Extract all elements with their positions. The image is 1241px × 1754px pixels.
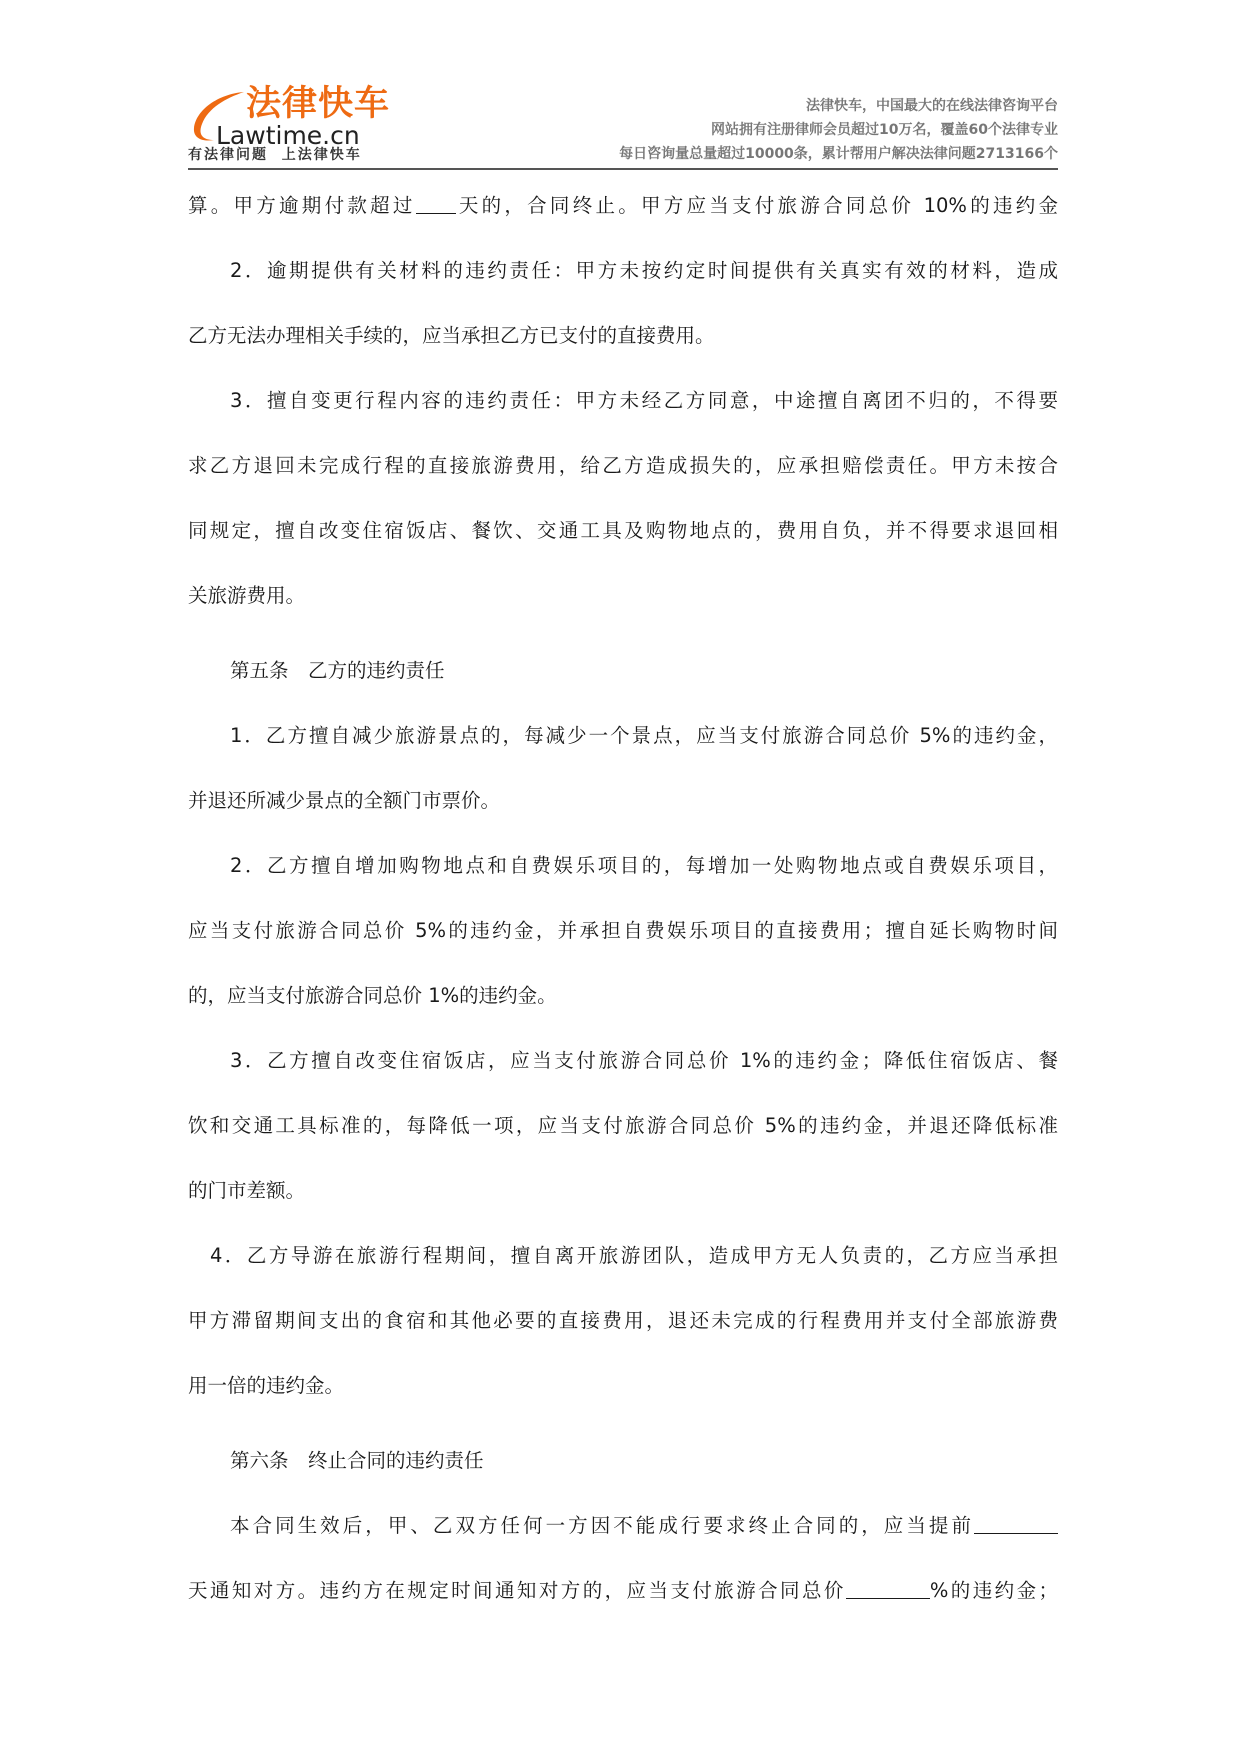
section-heading-article-5: 第五条 乙方的违约责任 [230,659,445,682]
header-taglines [619,94,1058,166]
paragraph-line: 的门市差额。 [188,1179,306,1202]
paragraph-line: 1．乙方擅自减少旅游景点的，每减少一个景点，应当支付旅游合同总价 5%的违约金， [230,724,1058,747]
text-segment: 天的，合同终止。甲方应当支付旅游合同总价 10%的违约金 [455,194,1058,217]
text-segment: %的违约金； [929,1579,1058,1602]
tagline-2: 网站拥有注册律师会员超过10万名，覆盖60个法律专业 [711,122,1058,138]
logo-slogan: 有法律问题 上法律快车 [188,147,362,163]
logo-chinese-name: 法律快车 [246,84,391,124]
paragraph-line: 3．乙方擅自改变住宿饭店，应当支付旅游合同总价 1%的违约金；降低住宿饭店、餐 [230,1049,1058,1072]
tagline-1: 法律快车，中国最大的在线法律咨询平台 [806,98,1058,114]
paragraph-line: 4．乙方导游在旅游行程期间，擅自离开旅游团队，造成甲方无人负责的，乙方应当承担 [210,1244,1058,1267]
paragraph-line: 的，应当支付旅游合同总价 1%的违约金。 [188,984,557,1007]
fill-in-blank [974,1515,1058,1534]
paragraph-line: 2．乙方擅自增加购物地点和自费娱乐项目的，每增加一处购物地点或自费娱乐项目， [230,854,1058,877]
paragraph-line: 应当支付旅游合同总价 5%的违约金，并承担自费娱乐项目的直接费用；擅自延长购物时间 [188,919,1058,942]
paragraph-line: 并退还所减少景点的全额门市票价。 [188,789,501,812]
paragraph-line: 关旅游费用。 [188,584,306,607]
paragraph-line: 饮和交通工具标准的，每降低一项，应当支付旅游合同总价 5%的违约金，并退还降低标准 [188,1114,1058,1137]
paragraph-line [188,180,1058,245]
tagline-3: 每日咨询量总量超过10000条，累计帮用户解决法律问题2713166个 [619,146,1058,162]
document-body [188,180,1058,1630]
section-heading-article-6: 第六条 终止合同的违约责任 [230,1449,484,1472]
page-header [188,84,1058,168]
paragraph-line: 求乙方退回未完成行程的直接旅游费用，给乙方造成损失的，应承担赔偿责任。甲方未按合 [188,454,1058,477]
paragraph-line: 甲方滞留期间支出的食宿和其他必要的直接费用，退还未完成的行程费用并支付全部旅游费 [188,1309,1058,1332]
paragraph-line: 用一倍的违约金。 [188,1374,345,1397]
fill-in-blank [416,195,456,214]
logo-english-name: Lawtime.cn [216,121,360,150]
paragraph-line: 3．擅自变更行程内容的违约责任：甲方未经乙方同意，中途擅自离团不归的，不得要 [230,389,1058,412]
paragraph-line: 同规定，擅自改变住宿饭店、餐饮、交通工具及购物地点的，费用自负，并不得要求退回相 [188,519,1058,542]
lawtime-logo[interactable] [188,84,418,168]
text-segment: 天通知对方。违约方在规定时间通知对方的，应当支付旅游合同总价 [188,1579,846,1602]
paragraph-line: 2．逾期提供有关材料的违约责任：甲方未按约定时间提供有关真实有效的材料，造成 [230,259,1058,282]
text-segment: 算。甲方逾期付款超过 [188,194,416,217]
header-divider [188,168,1058,170]
fill-in-blank [846,1580,930,1599]
paragraph-line: 乙方无法办理相关手续的，应当承担乙方已支付的直接费用。 [188,324,715,347]
paragraph-line [188,1500,1058,1565]
paragraph-line [188,1565,1058,1630]
text-segment: 本合同生效后，甲、乙双方任何一方因不能成行要求终止合同的，应当提前 [230,1514,974,1537]
